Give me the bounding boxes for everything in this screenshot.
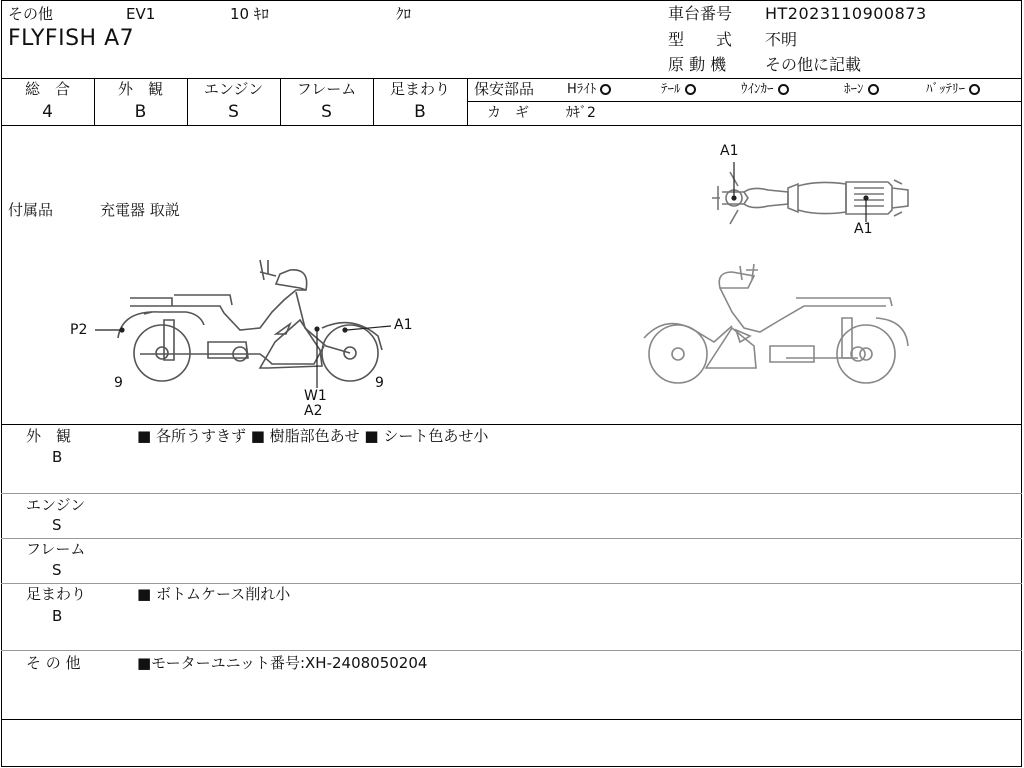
ok-mark-icon [969,84,980,95]
key-value: ｶｷﾞ2 [566,105,596,121]
ok-mark-icon [600,84,611,95]
damage-mark-w1: W1 [304,388,327,404]
frame-no-label: 車台番号 [668,4,733,23]
remark-other-label: そ の 他 [26,654,81,672]
divider [1,78,1022,79]
damage-mark-9-right: 9 [375,375,384,391]
accessories-label: 付属品 [8,201,54,219]
engine-label: 原 動 機 [668,55,727,74]
ok-mark-icon [685,84,696,95]
divider [1,125,1022,126]
mileage: 10 ｷﾛ [230,5,269,23]
divider [467,101,1022,102]
remark-suspension-text: ■ ボトムケース削れ小 [137,585,291,603]
safety-headlight: Hﾗｲﾄ [567,83,611,96]
remark-exterior-label: 外 観 [26,427,72,445]
remark-frame-label: フレーム [26,540,86,558]
suspension-grade: B [414,102,426,122]
engine-value: その他に記載 [765,55,862,74]
scooter-right-side-diagram [636,258,916,386]
remark-engine-grade: S [52,516,62,534]
model-code: EV1 [126,5,156,23]
remark-suspension-grade: B [52,607,63,625]
model-name: FLYFISH A7 [8,26,135,51]
overall-label: 総 合 [24,80,70,98]
damage-mark-a1: A1 [394,317,413,333]
damage-mark-a1-top: A1 [720,143,739,159]
type-label: 型 式 [668,30,733,49]
overall-grade: 4 [42,102,53,122]
remark-suspension-label: 足まわり [26,585,87,603]
scooter-top-view-diagram [708,162,918,240]
remark-exterior-grade: B [52,448,63,466]
ok-mark-icon [868,84,879,95]
damage-mark-9-left: 9 [114,375,123,391]
remark-engine-label: エンジン [26,496,86,514]
safety-horn: ﾎｰﾝ [844,83,879,96]
exterior-label: 外 観 [117,80,163,98]
remark-frame-grade: S [52,561,62,579]
safety-tail: ﾃｰﾙ [661,83,696,96]
frame-no: HT2023110900873 [765,4,927,23]
category-text: その他 [8,5,54,23]
damage-mark-a2: A2 [304,403,323,419]
remark-exterior-text: ■ 各所うすきず ■ 樹脂部色あせ ■ シート色あせ小 [137,427,489,445]
remark-other-text: ■モーターユニット番号:XH-2408050204 [137,654,428,672]
color: ｸﾛ [396,5,412,23]
engine-grade: S [228,102,239,122]
safety-label: 保安部品 [474,80,535,98]
exterior-grade: B [134,102,147,122]
accessories-value: 充電器 取説 [100,201,180,219]
safety-winker: ｳｲﾝｶｰ [741,83,789,96]
frame-grade: S [321,102,332,122]
engine-grade-label: エンジン [203,80,264,98]
ok-mark-icon [778,84,789,95]
type-value: 不明 [765,30,798,49]
suspension-grade-label: 足まわり [389,80,450,98]
safety-battery: ﾊﾞｯﾃﾘｰ [926,83,980,96]
damage-mark-p2: P2 [70,322,88,338]
key-label: カ ギ [487,105,529,121]
damage-mark-a1-top-bottom: A1 [854,221,873,237]
leader-lines [95,320,395,392]
frame-grade-label: フレーム [296,80,357,98]
